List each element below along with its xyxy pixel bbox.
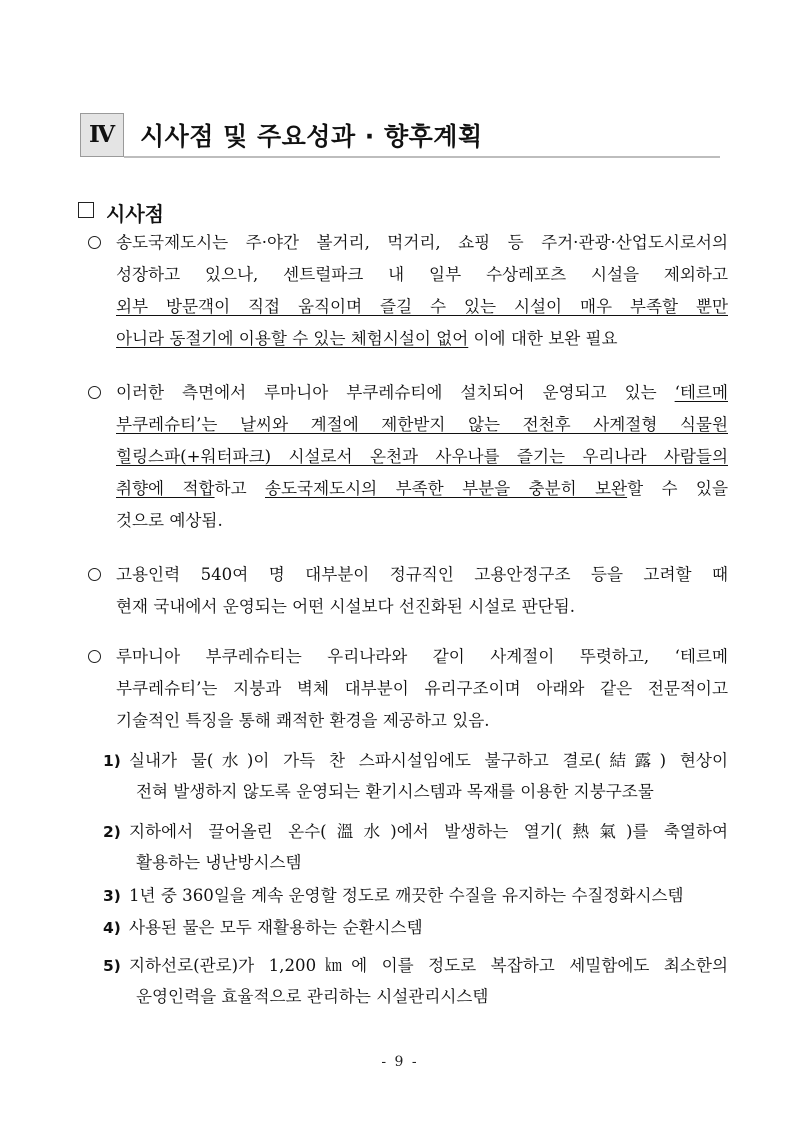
- paragraph-line: [116, 592, 728, 622]
- paragraph-line: [116, 378, 728, 408]
- item-line: 1년 중 360일을 계속 운영할 정도로 깨끗한 수질을 유지하는 수질정화시스템: [129, 886, 684, 905]
- paragraph-line: [116, 324, 728, 354]
- circle-bullet-icon: [88, 650, 101, 663]
- underlined-text: ‘테르메: [674, 383, 728, 402]
- paragraph-line: [116, 442, 728, 472]
- text-segment: 것으로 예상됨.: [116, 511, 223, 530]
- circle-bullet-icon: [88, 568, 101, 581]
- item-number: 1): [103, 752, 121, 770]
- underlined-text: 외부 방문객이 직접 움직이며 즐길 수 있는 시설이 매우 부족할 뿐만: [116, 297, 728, 316]
- section-header: [80, 113, 720, 157]
- underlined-text: 취향에 적합: [116, 479, 215, 498]
- item-number: 3): [103, 887, 121, 905]
- item-number: 2): [103, 823, 121, 841]
- item-number: 4): [103, 919, 121, 937]
- paragraph-line: [116, 506, 728, 536]
- text-segment: 이러한 측면에서 루마니아 부쿠레슈티에 설치되어 운영되고 있는: [116, 383, 675, 402]
- underlined-text: 부쿠레슈티’는 날씨와 계절에 제한받지 않는 전천후 사계절형 식물원: [116, 415, 728, 434]
- item-line: 전혀 발생하지 않도록 운영되는 환기시스템과 목재를 이용한 지붕구조물: [136, 782, 654, 801]
- underlined-text: 아니라 동절기에 이용할 수 있는 체험시설이 없어: [116, 329, 469, 348]
- paragraph-line: [116, 706, 728, 736]
- text-segment: 이에 대한 보완 필요: [468, 329, 618, 348]
- section-number: Ⅳ: [80, 113, 124, 157]
- text-segment: 성장하고 있으나, 센트럴파크 내 일부 수상레포츠 시설을 제외하고: [116, 265, 728, 284]
- text-segment: 기술적인 특징을 통해 쾌적한 환경을 제공하고 있음.: [116, 711, 490, 730]
- paragraph-line: [116, 260, 728, 290]
- underlined-text: 송도국제도시의 부족한 부분을 충분히 보완: [265, 479, 628, 498]
- item-line: 지하에서 끌어올린 온수(溫水)에서 발생하는 열기(熱氣)를 축열하여: [129, 822, 728, 841]
- circle-bullet-icon: [88, 236, 101, 249]
- item-number: 5): [103, 957, 121, 975]
- paragraph-line: [116, 292, 728, 322]
- paragraph-line: [116, 228, 728, 258]
- text-segment: 고용인력 540여 명 대부분이 정규직인 고용안정구조 등을 고려할 때: [116, 565, 728, 584]
- circle-bullet-icon: [88, 386, 101, 399]
- paragraph-line: [116, 474, 728, 504]
- paragraph-line: [116, 642, 728, 672]
- paragraph-line: [116, 674, 728, 704]
- square-bullet-icon: [78, 202, 94, 218]
- item-line: 활용하는 냉난방시스템: [136, 853, 302, 872]
- text-segment: 루마니아 부쿠레슈티는 우리나라와 같이 사계절이 뚜렷하고, ‘테르메: [116, 647, 728, 666]
- item-line: 지하선로(관로)가 1,200㎞에 이를 정도로 복잡하고 세밀함에도 최소한의: [129, 956, 728, 975]
- subsection-title: 시사점: [106, 202, 164, 226]
- section-title: 시사점 및 주요성과 · 향후계획: [140, 122, 483, 151]
- item-line: 운영인력을 효율적으로 관리하는 시설관리시스템: [136, 987, 489, 1006]
- text-segment: 부쿠레슈티’는 지붕과 벽체 대부분이 유리구조이며 아래와 같은 전문적이고: [116, 679, 728, 698]
- text-segment: 할 수 있을: [627, 479, 728, 498]
- text-segment: 현재 국내에서 운영되는 어떤 시설보다 선진화된 시설로 판단됨.: [116, 597, 575, 616]
- item-line: 실내가 물(水)이 가득 찬 스파시설임에도 불구하고 결로(結露) 현상이: [129, 751, 728, 770]
- text-segment: 하고: [214, 479, 265, 498]
- paragraph-line: [116, 410, 728, 440]
- section-rule: [124, 156, 720, 158]
- paragraph-line: [116, 560, 728, 590]
- underlined-text: 힐링스파(+워터파크) 시설로서 온천과 사우나를 즐기는 우리나라 사람들의: [116, 447, 728, 466]
- text-segment: 송도국제도시는 주·야간 볼거리, 먹거리, 쇼핑 등 주거·관광·산업도시로서의: [116, 233, 728, 252]
- page-number: - 9 -: [381, 1054, 419, 1070]
- item-line: 사용된 물은 모두 재활용하는 순환시스템: [129, 918, 423, 937]
